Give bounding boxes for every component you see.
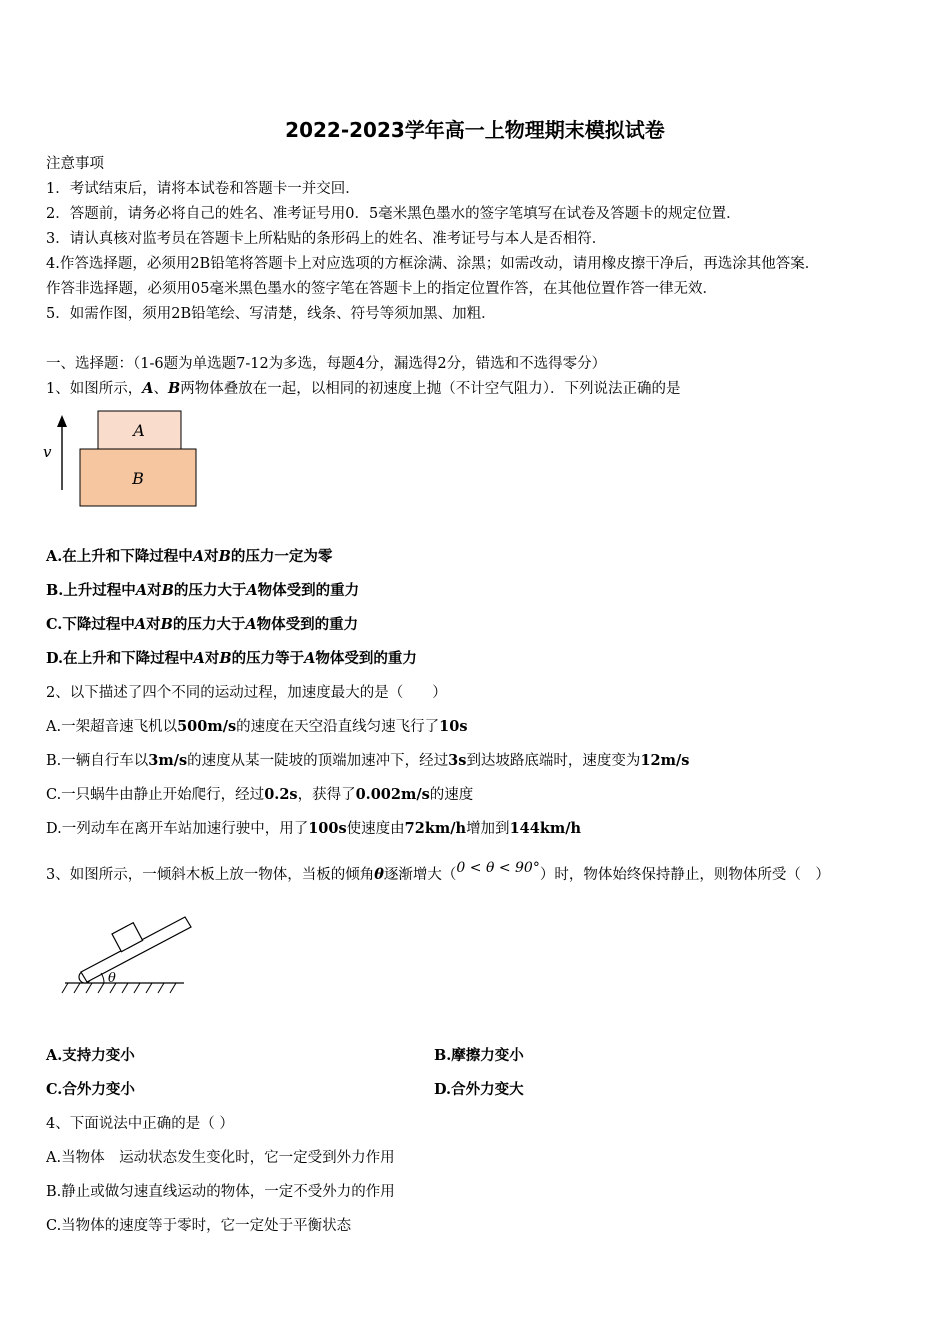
- notice-item-4: 4.作答选择题，必须用2B铅笔将答题卡上对应选项的方框涂满、涂黑；如需改动，请用橡皮擦干净后，再选涂其他答案．: [46, 256, 820, 272]
- velocity-label: v: [43, 443, 52, 461]
- q3-stem: 3、如图所示，一倾斜木板上放一物体，当板的倾角θ逐渐增大（0 < θ < 90°）时，物体始终保持静止，则物体所受（ ）: [46, 860, 830, 883]
- q2-option-c[interactable]: C.一只蜗牛由静止开始爬行，经过0.2s，获得了0.002m/s的速度: [46, 786, 474, 803]
- q2-stem: 2、以下描述了四个不同的运动过程，加速度最大的是（ ）: [46, 685, 447, 701]
- block-b-label: B: [132, 469, 144, 488]
- notice-item-3: 3．请认真核对监考员在答题卡上所粘贴的条形码上的姓名、准考证号与本人是否相符．: [46, 231, 607, 247]
- q4-stem: 4、下面说法中正确的是（ ）: [46, 1116, 234, 1132]
- q4-option-a[interactable]: A.当物体 运动状态发生变化时，它一定受到外力作用: [46, 1150, 395, 1166]
- q1-option-b[interactable]: B.上升过程中A对B的压力大于A物体受到的重力: [46, 582, 360, 599]
- q3-option-b[interactable]: B.摩擦力变小: [434, 1047, 524, 1064]
- q3-option-d[interactable]: D.合外力变大: [434, 1081, 524, 1098]
- angle-range: 0 < θ < 90°: [456, 860, 540, 876]
- ground-hatching: [62, 983, 176, 993]
- notice-heading: 注意事项: [46, 156, 104, 172]
- q3-option-c[interactable]: C.合外力变小: [46, 1081, 135, 1098]
- q2-option-a[interactable]: A.一架超音速飞机以500m/s的速度在天空沿直线匀速飞行了10s: [46, 718, 468, 735]
- theta-label: θ: [108, 971, 116, 986]
- q1-figure: [40, 405, 210, 515]
- q1-stem: 1、如图所示，A、B两物体叠放在一起，以相同的初速度上抛（不计空气阻力）．下列说法正确的是: [46, 380, 681, 397]
- notice-item-2: 2．答题前，请务必将自己的姓名、准考证号用0．5毫米黑色墨水的签字笔填写在试卷及答题卡的规定位置．: [46, 206, 741, 222]
- page-title: 2022-2023学年高一上物理期末模拟试卷: [285, 118, 665, 142]
- q1-option-c[interactable]: C.下降过程中A对B的压力大于A物体受到的重力: [46, 616, 359, 633]
- notice-item-5: 5．如需作图，须用2B铅笔绘、写清楚，线条、符号等须加黑、加粗．: [46, 306, 496, 322]
- block-a-label: A: [133, 421, 145, 440]
- notice-item-4-cont: 作答非选择题，必须用05毫米黑色墨水的签字笔在答题卡上的指定位置作答，在其他位置作答一律无效．: [46, 281, 717, 297]
- q2-option-b[interactable]: B.一辆自行车以3m/s的速度从某一陡坡的顶端加速冲下，经过3s到达坡路底端时，速度变为12m/s: [46, 752, 690, 769]
- notice-item-1: 1．考试结束后，请将本试卷和答题卡一并交回．: [46, 181, 360, 197]
- q4-option-b[interactable]: B.静止或做匀速直线运动的物体，一定不受外力的作用: [46, 1184, 395, 1200]
- q1-option-d[interactable]: D.在上升和下降过程中A对B的压力等于A物体受到的重力: [46, 650, 417, 667]
- velocity-arrow-icon: [57, 415, 67, 427]
- q1-option-a[interactable]: A.在上升和下降过程中A对B的压力一定为零: [46, 548, 333, 565]
- q3-option-a[interactable]: A.支持力变小: [46, 1047, 135, 1064]
- q2-option-d[interactable]: D.一列动车在离开车站加速行驶中，用了100s使速度由72km/h增加到144km/h: [46, 820, 582, 837]
- q4-option-c[interactable]: C.当物体的速度等于零时，它一定处于平衡状态: [46, 1218, 352, 1234]
- section-heading: 一、选择题：（1-6题为单选题7-12为多选，每题4分，漏选得2分，错选和不选得零分）: [46, 356, 607, 372]
- q3-figure: [60, 910, 195, 1000]
